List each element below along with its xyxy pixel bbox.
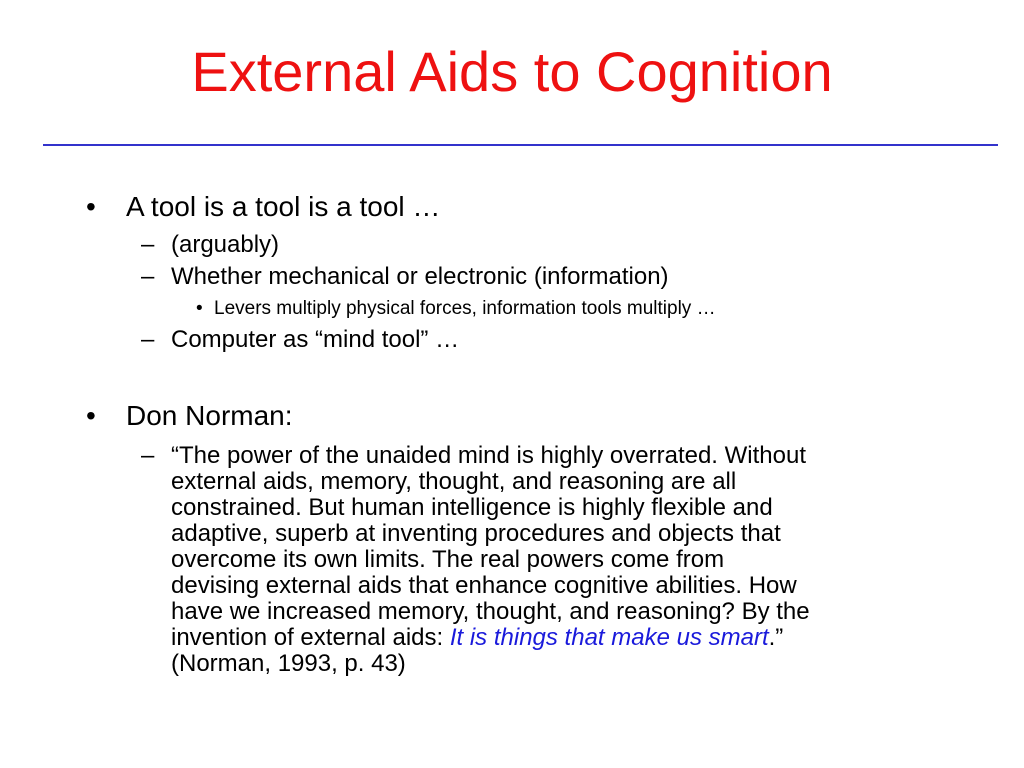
bullet-tool bbox=[86, 190, 441, 224]
dash-marker: – bbox=[141, 442, 155, 469]
quote-line: constrained. But human intelligence is highly flexible and bbox=[171, 494, 773, 521]
quote-line: external aids, memory, thought, and reasoning are all bbox=[171, 468, 737, 495]
bullet-norman bbox=[86, 399, 293, 433]
bullet-marker: • bbox=[86, 191, 96, 222]
sub-item-text: Whether mechanical or electronic (information) bbox=[171, 263, 669, 290]
sub-item-text: Computer as “mind tool” … bbox=[171, 326, 460, 353]
sub-item-text: (arguably) bbox=[171, 231, 280, 258]
bullet-marker: • bbox=[196, 298, 203, 319]
quote-line: have we increased memory, thought, and reasoning? By the bbox=[171, 598, 810, 625]
quote-line: overcome its own limits. The real powers come from bbox=[171, 546, 725, 573]
dash-marker: – bbox=[141, 263, 155, 290]
sub-sub-item-text: Levers multiply physical forces, information tools multiply … bbox=[214, 298, 716, 319]
bullet-text: Don Norman: bbox=[126, 400, 293, 431]
norman-quote bbox=[141, 442, 971, 677]
bullet-marker: • bbox=[86, 400, 96, 431]
title-divider bbox=[43, 144, 998, 146]
quote-line: devising external aids that enhance cognitive abilities. How bbox=[171, 572, 797, 599]
quote-line bbox=[171, 625, 971, 651]
bullet-text: A tool is a tool is a tool … bbox=[126, 191, 441, 222]
quote-line-prefix: invention of external aids: bbox=[171, 624, 450, 651]
sub-item-mechanical bbox=[141, 263, 669, 290]
dash-marker: – bbox=[141, 231, 155, 258]
dash-marker: – bbox=[141, 326, 155, 353]
quote-citation: (Norman, 1993, p. 43) bbox=[171, 650, 406, 677]
sub-sub-item-levers bbox=[196, 297, 716, 321]
quote-line-suffix: .” bbox=[768, 624, 784, 651]
quote-line: adaptive, superb at inventing procedures and objects that bbox=[171, 520, 781, 547]
sub-item-arguably bbox=[141, 231, 280, 258]
page-title: External Aids to Cognition bbox=[191, 40, 833, 103]
quote-emphasis: It is things that make us smart bbox=[449, 624, 769, 651]
sub-item-mind-tool bbox=[141, 326, 460, 353]
quote-line: “The power of the unaided mind is highly overrated. Without bbox=[171, 442, 807, 469]
